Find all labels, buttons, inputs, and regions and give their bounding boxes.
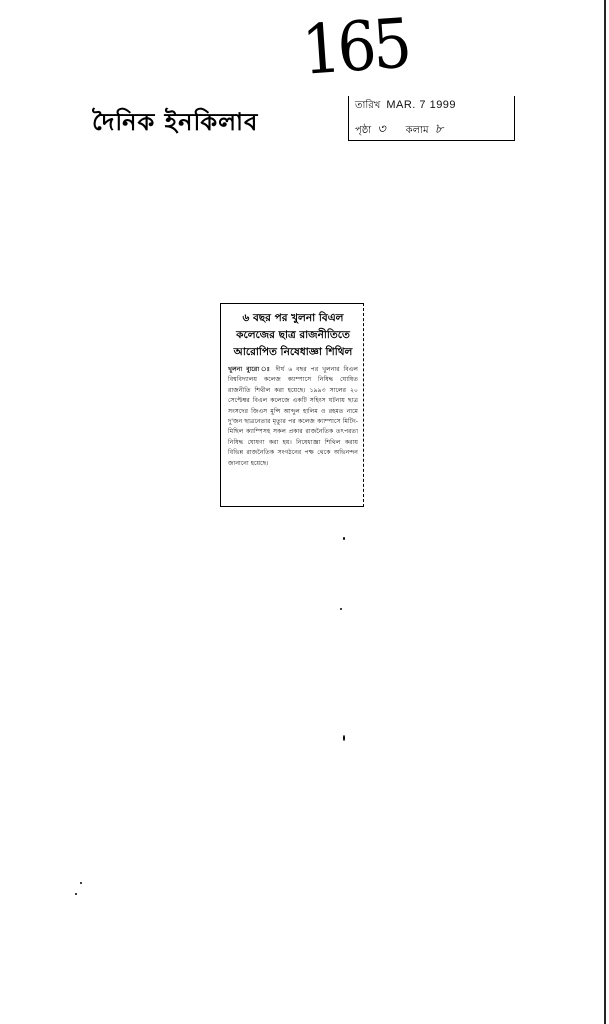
headline-line: কলেজের ছাত্র রাজনীতিতে bbox=[236, 329, 350, 341]
stamp-page-row bbox=[355, 120, 443, 141]
clipping-headline bbox=[228, 310, 358, 361]
stamp-page-value: ৩ bbox=[377, 122, 386, 137]
stamp-column-label: কলাম bbox=[405, 125, 429, 136]
date-stamp bbox=[348, 96, 515, 141]
stamp-page-label: পৃষ্ঠা bbox=[355, 125, 372, 136]
scan-speck bbox=[80, 882, 82, 884]
handwritten-page-number: 165 bbox=[299, 4, 411, 91]
newspaper-masthead: দৈনিক ইনকিলাব bbox=[92, 108, 259, 136]
clipping-body bbox=[228, 365, 358, 493]
clipping-body-text: দীর্ঘ ৬ বছর পর খুলনার বিএল বিশ্ববিদ্যালয় কলেজ ক্যাম্পাসে নিষিদ্ধ ঘোষিত রাজনীতি শিথীল করা হয়েছে। ১৯৯৩ সালের ২০ সেপ্টেম্বর বিএল কলেজে একটি সহিংস ঘটনায় ছাত্র সংসদের জিএস মুন্সি আব্দুল হালিম ও রহমত নামে দু'জন ছাত্রনেতার মৃত্যুর পর কলেজ ক্যাম্পাসে মিটিং-মিছিল ক্যাম্পিসহ সকল প্রকার রাজনৈতিক তৎপরতা নিষিদ্ধ ঘোষণা করা হয়। নিষেধাজ্ঞা শিথিল করায় বিভিন্ন রাজনৈতিক সংগঠনের পক্ষ থেকে অভিনন্দন জানানো হয়েছে। bbox=[228, 366, 358, 467]
stamp-column-value: ৮ bbox=[434, 122, 443, 137]
news-clipping bbox=[220, 303, 364, 507]
page-edge-line bbox=[604, 0, 606, 1024]
clipping-dateline: খুলনা ব্যুরো ঃ bbox=[228, 366, 272, 373]
scan-speck bbox=[75, 893, 77, 895]
stamp-date-label: তারিখ bbox=[355, 100, 381, 111]
stamp-date-value: MAR. 7 1999 bbox=[386, 99, 457, 111]
stamp-date-row bbox=[355, 98, 456, 115]
scan-speck bbox=[343, 735, 345, 741]
headline-line: আরোপিত নিষেধাজ্ঞা শিথিল bbox=[233, 346, 353, 358]
headline-line: ৬ বছর পর খুলনা বিএল bbox=[242, 312, 344, 324]
scan-speck bbox=[343, 537, 345, 540]
scan-speck bbox=[340, 608, 342, 610]
